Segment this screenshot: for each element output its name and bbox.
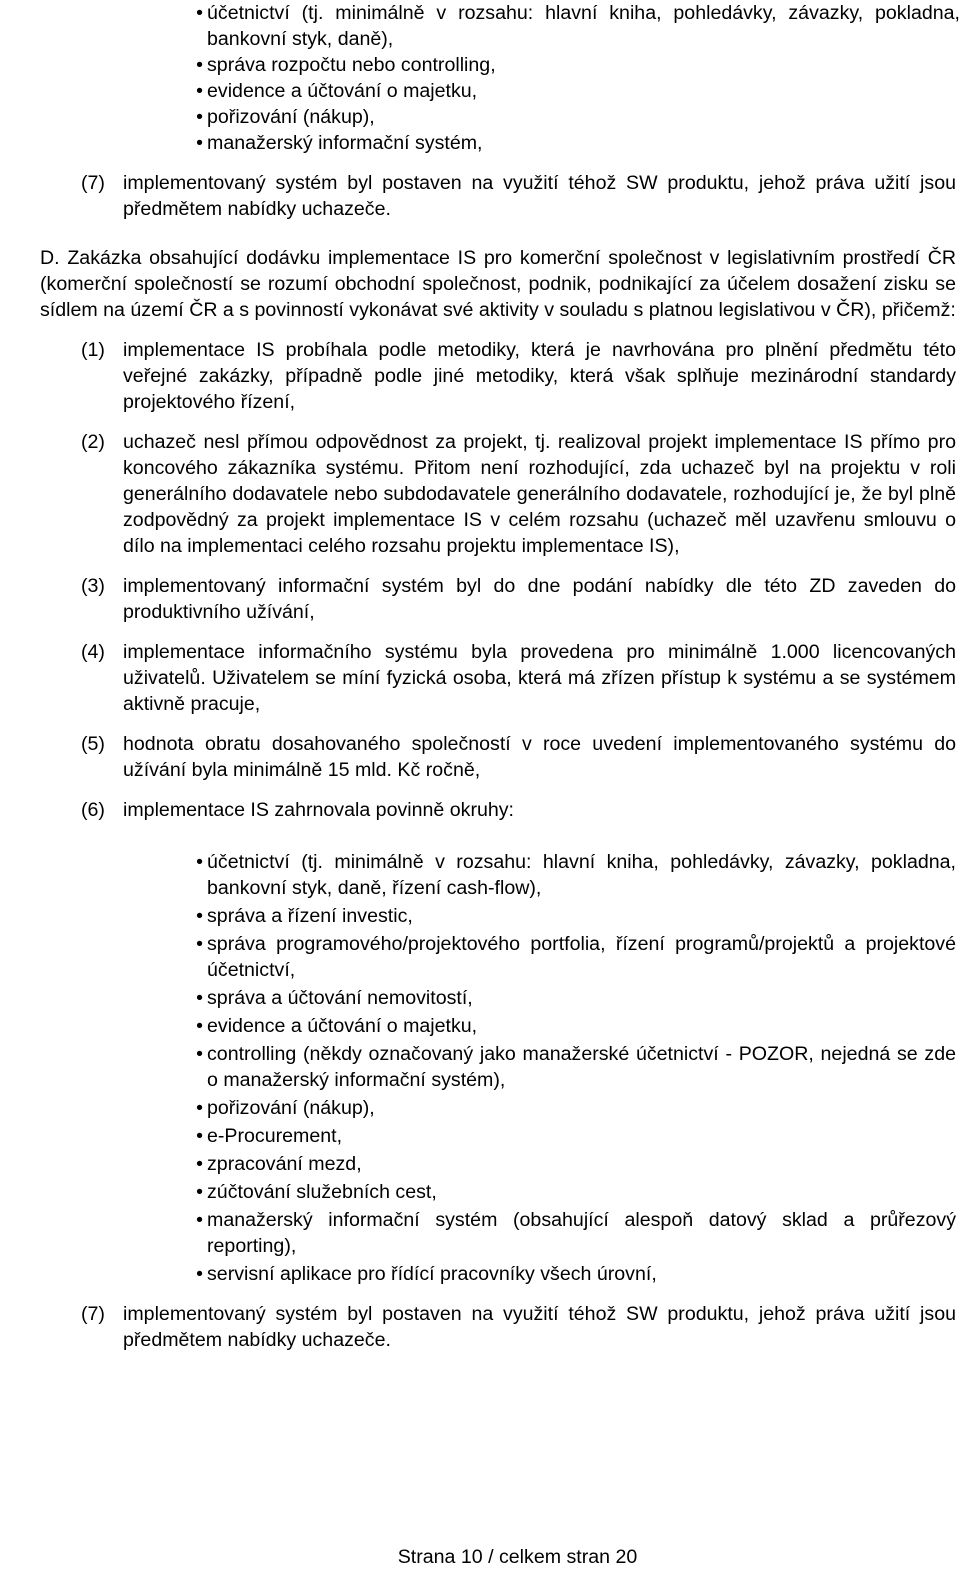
- item-text: implementace IS zahrnovala povinně okruhy:: [123, 799, 515, 821]
- list-item: • pořizování (nákup),: [0, 104, 960, 130]
- module-bullet-list: [40, 849, 956, 1287]
- list-item: • manažerský informační systém (obsahující alespoň datový sklad a průřezový reporting),: [40, 1207, 956, 1259]
- list-item: • správa a řízení investic,: [40, 903, 956, 929]
- item-number: (6): [81, 799, 105, 821]
- list-item: • správa programového/projektového portfolia, řízení programů/projektů a projektové účetnictví,: [40, 931, 956, 983]
- item-number: (2): [81, 431, 105, 453]
- top-bullet-list: [0, 0, 960, 156]
- item-6: [40, 797, 956, 823]
- list-item: • pořizování (nákup),: [40, 1095, 956, 1121]
- list-item: • účetnictví (tj. minimálně v rozsahu: hlavní kniha, pohledávky, závazky, pokladna, bankovní styk, daně, řízení cash-flow),: [40, 849, 956, 901]
- item-text: implementovaný systém byl postaven na využití téhož SW produktu, jehož práva užití jsou předmětem nabídky uchazeče.: [123, 1303, 956, 1351]
- item-number: (1): [81, 339, 105, 361]
- item-5: [40, 731, 956, 783]
- list-item: • evidence a účtování o majetku,: [0, 78, 960, 104]
- item-text: implementovaný systém byl postaven na využití téhož SW produktu, jehož práva užití jsou předmětem nabídky uchazeče.: [123, 172, 956, 220]
- list-item: • účetnictví (tj. minimálně v rozsahu: hlavní kniha, pohledávky, závazky, pokladna, bankovní styk, daně),: [0, 0, 960, 52]
- item-text: implementace IS probíhala podle metodiky, která je navrhována pro plnění předmětu této veřejné zakázky, případně podle jiné metodiky, která však splňuje mezinárodní standardy projektového řízení,: [123, 339, 956, 413]
- item-7: [40, 1301, 956, 1353]
- item-text: implementovaný informační systém byl do dne podání nabídky dle této ZD zaveden do produktivního užívání,: [123, 575, 956, 623]
- list-item: • správa rozpočtu nebo controlling,: [0, 52, 960, 78]
- item-1: [40, 337, 956, 415]
- item-number: (7): [81, 172, 105, 194]
- item-text: uchazeč nesl přímou odpovědnost za projekt, tj. realizoval projekt implementace IS přímo pro koncového zákazníka systému. Přitom není rozhodující, zda uchazeč byl na projektu v roli generálního dodavatele nebo subdodavatele generálního dodavatele, rozhodující je, že byl plně zodpovědný za projekt implementace IS v celém rozsahu (uchazeč měl uzavřenu smlouvu o dílo na implementaci celého rozsahu projektu implementace IS),: [123, 431, 956, 557]
- item-2: [40, 429, 956, 559]
- page-footer: Strana 10 / celkem stran 20: [397, 1546, 638, 1568]
- list-item: • zúčtování služebních cest,: [40, 1179, 956, 1205]
- list-item: • e-Procurement,: [40, 1123, 956, 1149]
- item-text: implementace informačního systému byla provedena pro minimálně 1.000 licencovaných uživatelů. Uživatelem se míní fyzická osoba, která má zřízen přístup k systému a se systémem aktivně pracuje,: [123, 641, 956, 715]
- section-d: [40, 245, 956, 1353]
- top-list: [0, 0, 960, 222]
- item-text: hodnota obratu dosahovaného společností v roce uvedení implementovaného systému do užívání byla minimálně 15 mld. Kč ročně,: [123, 733, 956, 781]
- item-number: (3): [81, 575, 105, 597]
- item-3: [40, 573, 956, 625]
- list-item: • controlling (někdy označovaný jako manažerské účetnictví - POZOR, nejedná se zde o manažerský informační systém),: [40, 1041, 956, 1093]
- list-item: • evidence a účtování o majetku,: [40, 1013, 956, 1039]
- section-intro-text: Zakázka obsahující dodávku implementace IS pro komerční společnost v legislativním prostředí ČR (komerční společností se rozumí obchodní společnost, podnik, podnikající za účelem dosažení zisku se sídlem na území ČR a s povinností vykonávat své aktivity v souladu s platnou legislativou v ČR), přičemž:: [40, 247, 957, 321]
- section-label: D.: [40, 247, 60, 269]
- item-number: (7): [81, 1303, 105, 1325]
- list-item: • servisní aplikace pro řídící pracovníky všech úrovní,: [40, 1261, 956, 1287]
- list-item: • správa a účtování nemovitostí,: [40, 985, 956, 1011]
- item-number: (4): [81, 641, 105, 663]
- section-d-intro: [40, 245, 956, 323]
- list-item: • zpracování mezd,: [40, 1151, 956, 1177]
- list-item: • manažerský informační systém,: [0, 130, 960, 156]
- top-item-7: [40, 170, 956, 222]
- item-number: (5): [81, 733, 105, 755]
- item-4: [40, 639, 956, 717]
